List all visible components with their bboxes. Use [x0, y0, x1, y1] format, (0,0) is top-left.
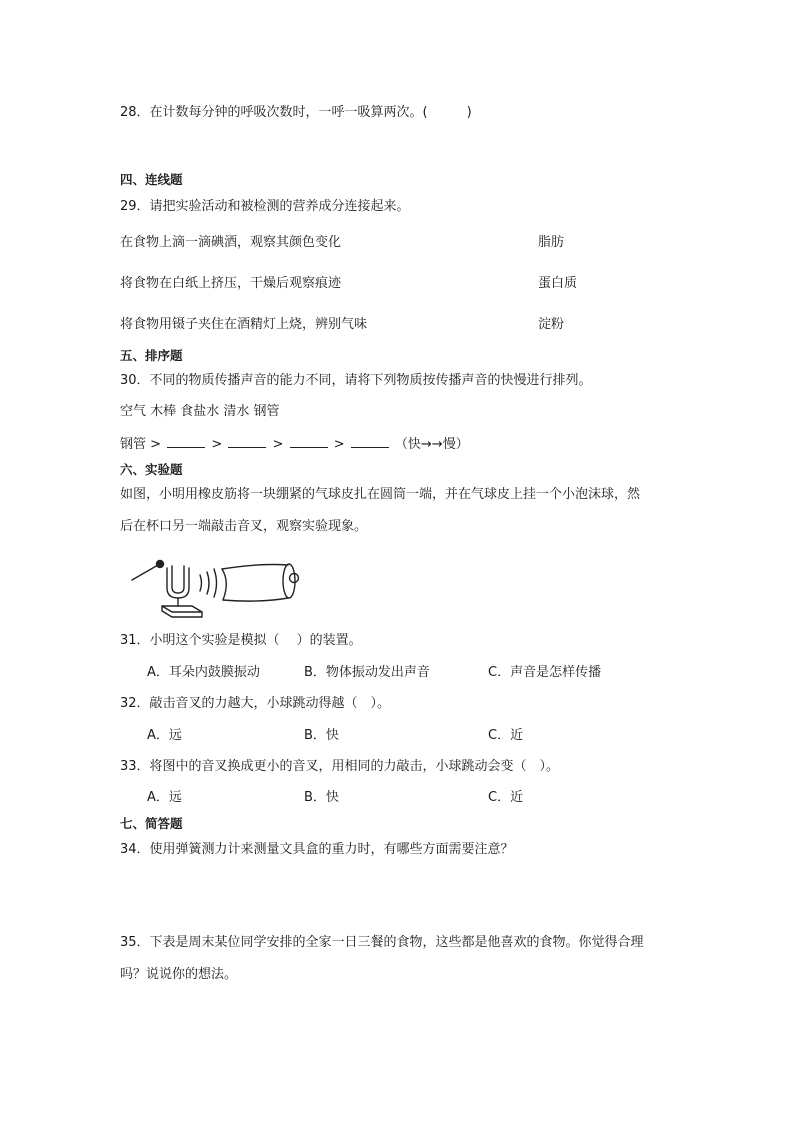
- section-heading-matching: 四、连线题: [120, 172, 183, 187]
- order-sep: >: [272, 437, 284, 452]
- question-29: 29．请把实验活动和被检测的营养成分连接起来。: [120, 199, 410, 214]
- tube-bottom: [223, 598, 288, 601]
- answer-blank[interactable]: [351, 434, 389, 448]
- question-35: 35．下表是周末某位同学安排的全家一日三餐的食物，这些都是他喜欢的食物。你觉得合理: [120, 935, 644, 950]
- tube-top: [222, 565, 288, 570]
- question-31: 31．小明这个实验是模拟（ ）的装置。: [120, 633, 362, 648]
- answer-blank[interactable]: [290, 434, 328, 448]
- experiment-description: 后在杯口另一端敲击音叉，观察实验现象。: [120, 519, 368, 534]
- answer-blank[interactable]: [167, 434, 205, 448]
- experiment-description: 如图，小明用橡皮筋将一块绷紧的气球皮扎在圆筒一端，并在气球皮上挂一个小泡沫球，然: [120, 487, 641, 502]
- order-direction: （快→→慢）: [394, 437, 469, 452]
- question-34: 34．使用弹簧测力计来测量文具盒的重力时，有哪些方面需要注意？: [120, 842, 514, 857]
- match-left-item: 将食物用镊子夹住在酒精灯上烧，辨别气味: [120, 317, 368, 332]
- option-a[interactable]: A．耳朵内鼓膜振动: [147, 665, 260, 680]
- sound-wave: [214, 569, 217, 597]
- question-32: 32．敲击音叉的力越大，小球跳动得越（ ）。: [120, 696, 391, 711]
- striker-stick: [132, 565, 158, 580]
- question-35-continued: 吗？说说你的想法。: [120, 967, 238, 982]
- option-b[interactable]: B．快: [304, 790, 339, 805]
- option-c[interactable]: C．声音是怎样传播: [488, 665, 602, 680]
- tuning-fork-experiment-figure: [130, 548, 302, 620]
- match-right-item: 蛋白质: [538, 276, 578, 291]
- option-c[interactable]: C．近: [488, 790, 524, 805]
- question-33: 33．将图中的音叉换成更小的音叉，用相同的力敲击，小球跳动会变（ ）。: [120, 759, 560, 774]
- order-start: 钢管: [120, 437, 147, 452]
- striker-head: [157, 561, 164, 568]
- order-sep: >: [333, 437, 345, 452]
- match-left-item: 将食物在白纸上挤压，干燥后观察痕迹: [120, 276, 342, 291]
- sound-wave: [207, 572, 209, 594]
- tube-right-end: [283, 564, 295, 598]
- fork-base-top: [162, 606, 202, 612]
- order-sep: >: [150, 437, 162, 452]
- option-a[interactable]: A．远: [147, 790, 182, 805]
- option-b[interactable]: B．快: [304, 728, 339, 743]
- section-heading-ordering: 五、排序题: [120, 348, 183, 363]
- question-30: 30．不同的物质传播声音的能力不同，请将下列物质按传播声音的快慢进行排列。: [120, 373, 592, 388]
- option-b[interactable]: B．物体振动发出声音: [304, 665, 430, 680]
- order-sep: >: [211, 437, 223, 452]
- match-right-item: 淀粉: [538, 317, 565, 332]
- section-heading-experiment: 六、实验题: [120, 462, 183, 477]
- option-c[interactable]: C．近: [488, 728, 524, 743]
- match-left-item: 在食物上滴一滴碘酒，观察其颜色变化: [120, 235, 342, 250]
- tube-left-end: [222, 569, 226, 600]
- answer-blank[interactable]: [228, 434, 266, 448]
- question-28: 28．在计数每分钟的呼吸次数时，一呼一吸算两次。( ): [120, 105, 472, 120]
- order-line: [120, 434, 469, 454]
- fork-inner: [172, 566, 184, 593]
- section-heading-short-answer: 七、简答题: [120, 816, 183, 831]
- sound-wave: [200, 575, 202, 591]
- option-a[interactable]: A．远: [147, 728, 182, 743]
- match-right-item: 脂肪: [538, 235, 565, 250]
- materials-list: 空气 木棒 食盐水 清水 钢管: [120, 404, 280, 419]
